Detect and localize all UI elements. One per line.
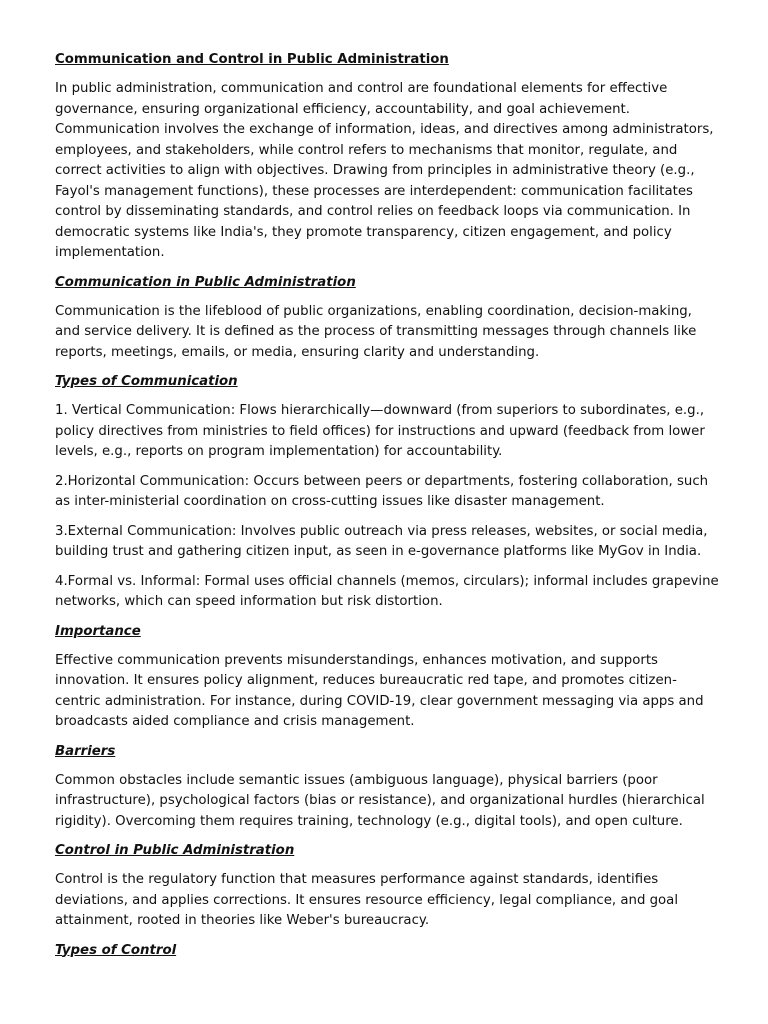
importance-paragraph: Effective communication prevents misunderstandings, enhances motivation, and supports innovation. It ensures policy alignment, reduces bureaucratic red tape, and promotes citizen-centric administration. For instance, during COVID-19, clear government messaging via apps and broadcasts aided compliance and crisis management. (55, 652, 704, 729)
list-item-horizontal: 2.Horizontal Communication: Occurs between peers or departments, fostering collaboration, such as inter-ministerial coordination on cross-cutting issues like disaster management. (55, 473, 709, 509)
control-paragraph: Control is the regulatory function that measures performance against standards, identifies deviations, and applies corrections. It ensures resource efficiency, legal compliance, and goal attainment, rooted in theories like Weber's bureaucracy. (55, 872, 679, 928)
document-title: Communication and Control in Public Administration (55, 52, 449, 67)
communication-paragraph: Communication is the lifeblood of public organizations, enabling coordination, decision-making, and service delivery. It is defined as the process of transmitting messages through channels like reports, meetings, emails, or media, ensuring clarity and understanding. (55, 303, 697, 360)
document-page (55, 50, 720, 970)
barriers-heading: Barriers (55, 743, 116, 759)
types-of-control-heading: Types of Control (55, 942, 177, 958)
intro-paragraph: In public administration, communication and control are foundational elements for effective governance, ensuring organizational efficiency, accountability, and goal achievement. Communication involves the exchange of information, ideas, and directives among administrators, employees, and stakeholders, while control refers to mechanisms that monitor, regulate, and correct activities to align with objectives. Drawing from principles in administrative theory (e.g., Fayol's management functions), these processes are interdependent: communication facilitates control by disseminating standards, and control relies on feedback loops via communication. In democratic systems like India's, they promote transparency, citizen engagement, and policy implementation. (55, 81, 714, 260)
communication-heading: Communication in Public Administration (55, 274, 356, 290)
importance-heading: Importance (55, 623, 141, 639)
list-item-external: 3.External Communication: Involves public outreach via press releases, websites, or social media, building trust and gathering citizen input, as seen in e-governance platforms like MyGov in India. (55, 523, 708, 559)
barriers-paragraph: Common obstacles include semantic issues (ambiguous language), physical barriers (poor infrastructure), psychological factors (bias or resistance), and organizational hurdles (hierarchical rigidity). Overcoming them requires training, technology (e.g., digital tools), and open culture. (55, 772, 705, 829)
list-item-formal-informal: 4.Formal vs. Informal: Formal uses official channels (memos, circulars); informal includes grapevine networks, which can speed information but risk distortion. (55, 573, 719, 609)
types-of-communication-heading: Types of Communication (55, 374, 238, 389)
control-heading: Control in Public Administration (55, 843, 295, 858)
list-item-vertical: 1. Vertical Communication: Flows hierarchically—downward (from superiors to subordinates, e.g., policy directives from ministries to field offices) for instructions and upward (feedback from lower levels, e.g., reports on program implementation) for accountability. (55, 403, 705, 459)
